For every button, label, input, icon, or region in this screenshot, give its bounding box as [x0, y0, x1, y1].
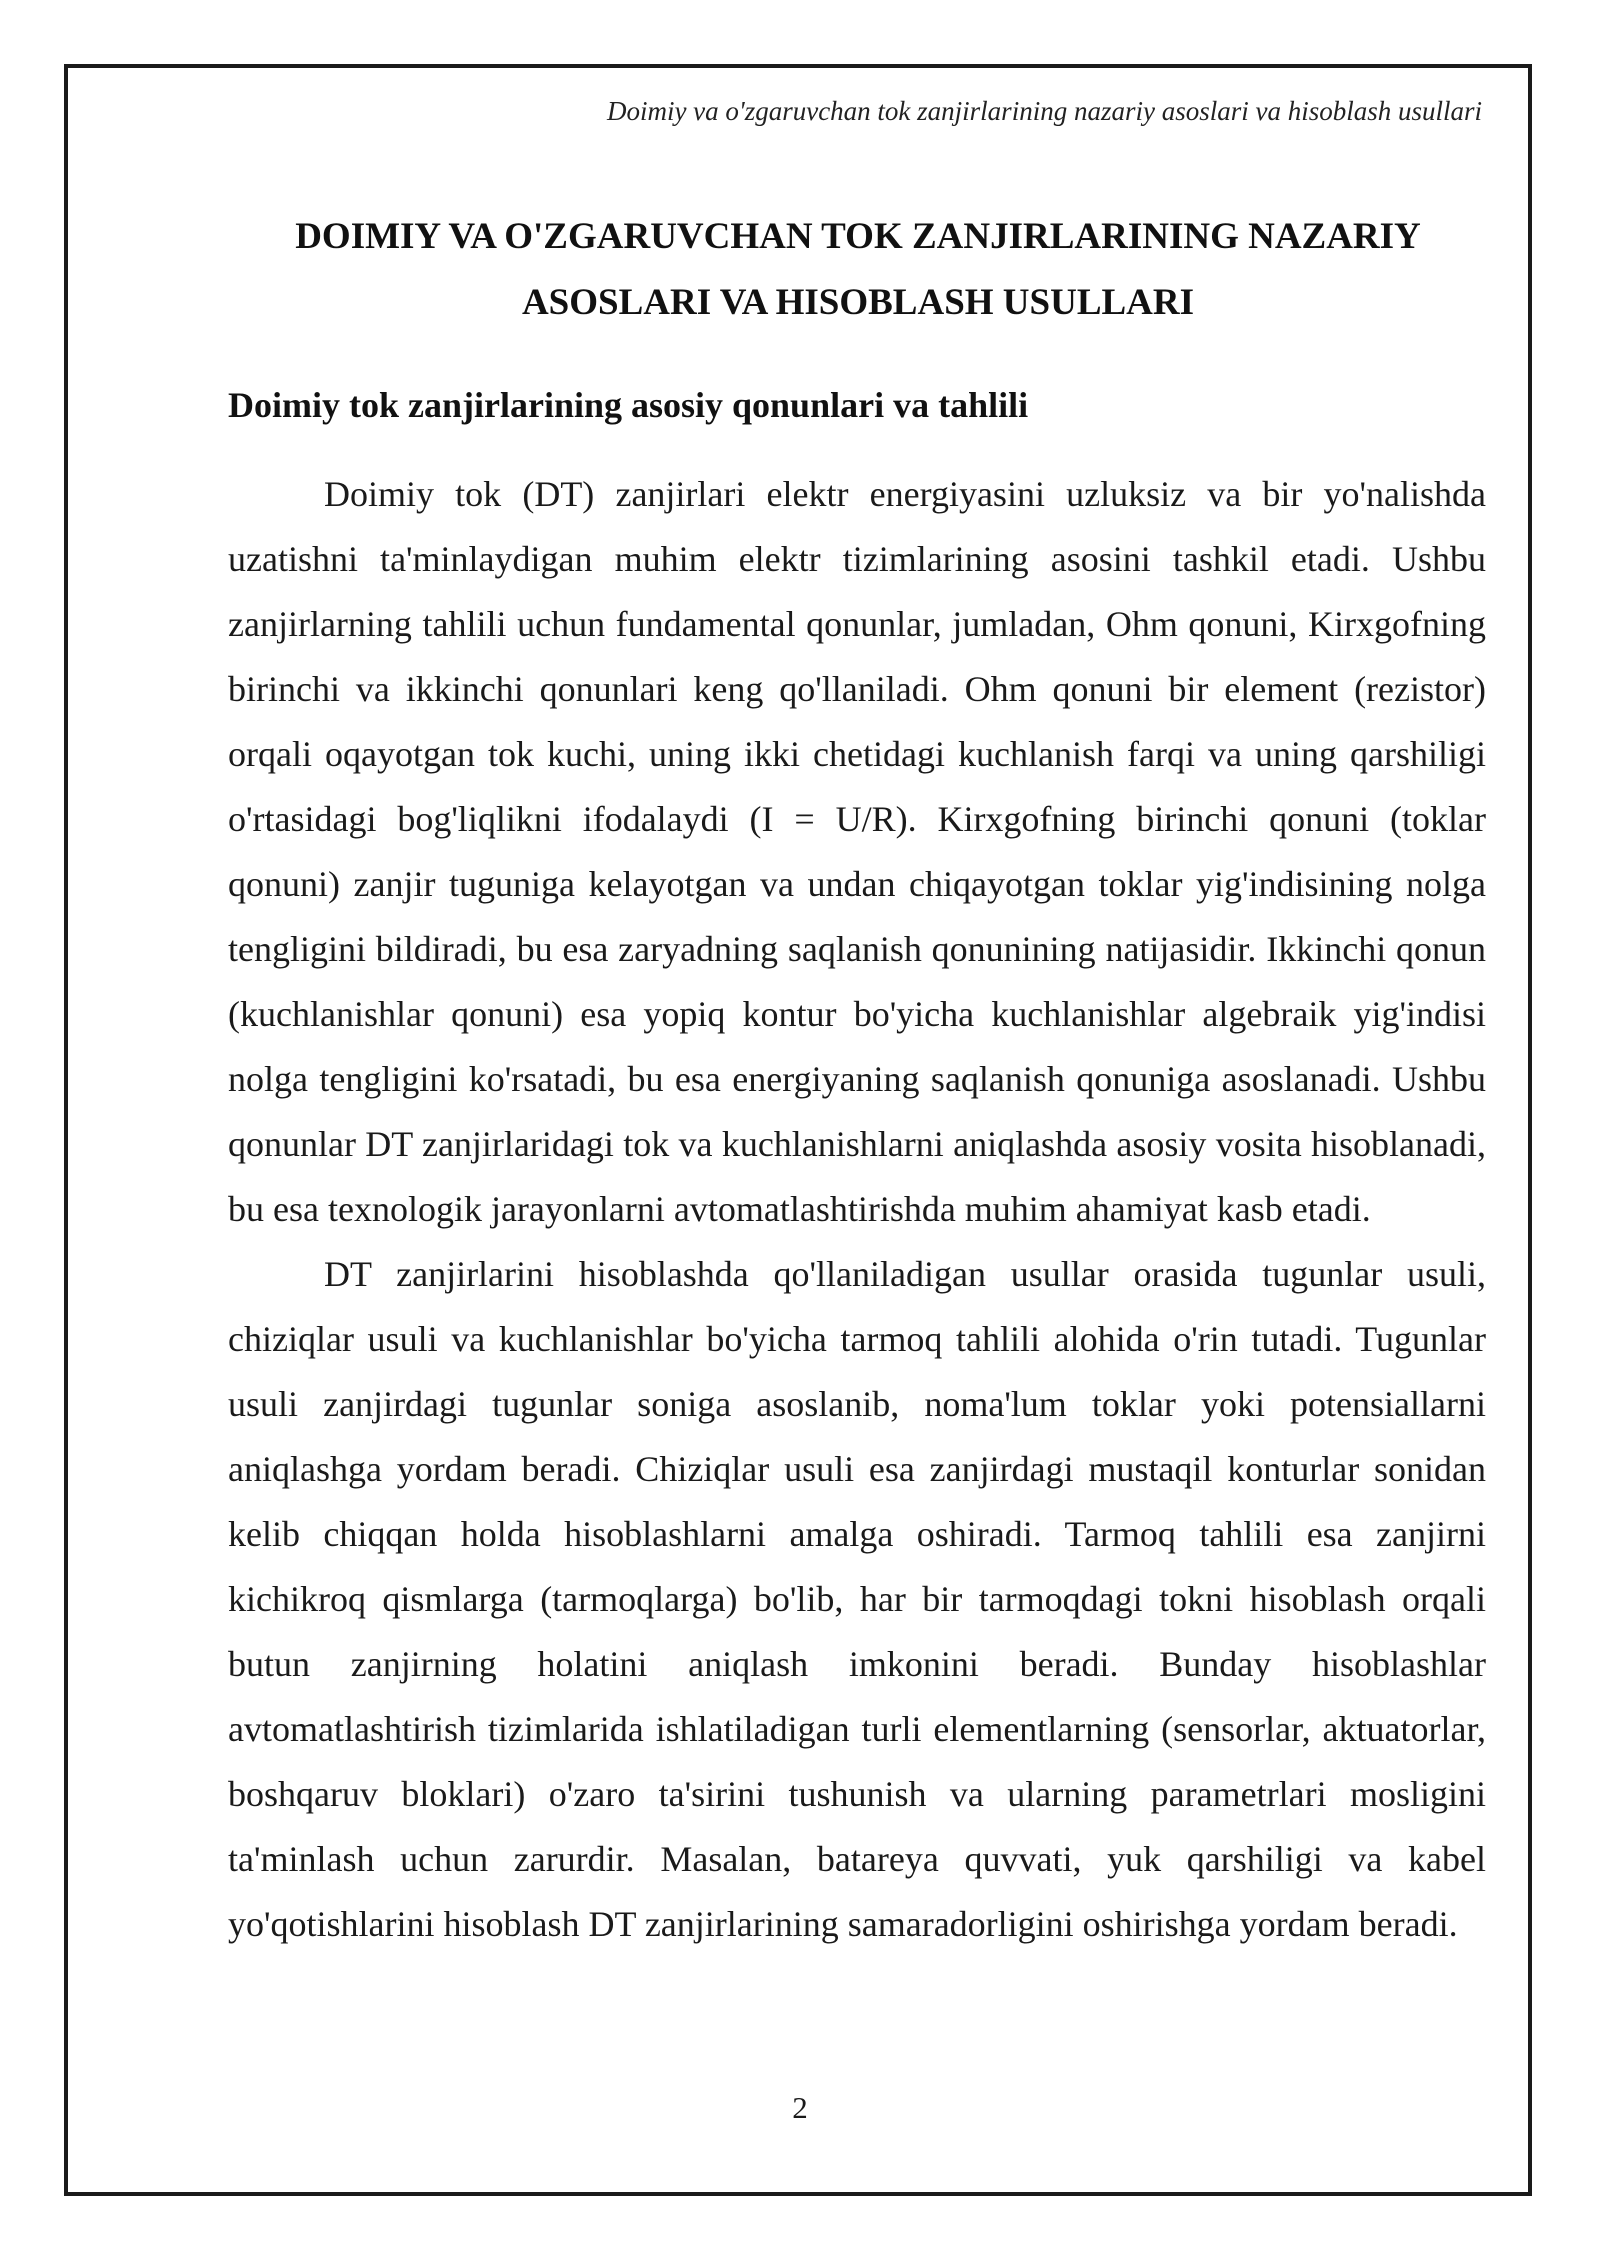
section-heading: Doimiy tok zanjirlarining asosiy qonunlari va tahlili — [228, 385, 1029, 425]
body-text — [228, 462, 1486, 1957]
page-number: 2 — [792, 2090, 808, 2125]
title-line-2: ASOSLARI VA HISOBLASH USULLARI — [521, 282, 1195, 323]
running-header: Doimiy va o'zgaruvchan tok zanjirlarining nazariy asoslari va hisoblash usullari — [606, 96, 1482, 126]
document-title — [228, 204, 1488, 336]
title-line-1: DOIMIY VA O'ZGARUVCHAN TOK ZANJIRLARINING NAZARIY — [295, 216, 1421, 257]
paragraph-2: DT zanjirlarini hisoblashda qo'llaniladigan usullar orasida tugunlar usuli, chiziqlar usuli va kuchlanishlar bo'yicha tarmoq tahlili alohida o'rin tutadi. Tugunlar usuli zanjirdagi tugunlar soniga asoslanib, noma'lum toklar yoki potensiallarni aniqlashga yordam beradi. Chiziqlar usuli esa zanjirdagi mustaqil konturlar sonidan kelib chiqqan holda hisoblashlarni amalga oshiradi. Tarmoq tahlili esa zanjirni kichikroq qismlarga (tarmoqlarga) bo'lib, har bir tarmoqdagi tokni hisoblash orqali butun zanjirning holatini aniqlash imkonini beradi. Bunday hisoblashlar avtomatlashtirish tizimlarida ishlatiladigan turli elementlarning (sensorlar, aktuatorlar, boshqaruv bloklari) o'zaro ta'sirini tushunish va ularning parametrlari mosligini ta'minlash uchun zarurdir. Masalan, batareya quvvati, yuk qarshiligi va kabel yo'qotishlarini hisoblash DT zanjirlarining samaradorligini oshirishga yordam beradi. — [228, 1254, 1486, 1944]
paragraph-1: Doimiy tok (DT) zanjirlari elektr energiyasini uzluksiz va bir yo'nalishda uzatishni ta'minlaydigan muhim elektr tizimlarining asosini tashkil etadi. Ushbu zanjirlarning tahlili uchun fundamental qonunlar, jumladan, Ohm qonuni, Kirxgofning birinchi va ikkinchi qonunlari keng qo'llaniladi. Ohm qonuni bir element (rezistor) orqali oqayotgan tok kuchi, uning ikki chetidagi kuchlanish farqi va uning qarshiligi o'rtasidagi bog'liqlikni ifodalaydi (I = U/R). Kirxgofning birinchi qonuni (toklar qonuni) zanjir tuguniga kelayotgan va undan chiqayotgan toklar yig'indisining nolga tengligini bildiradi, bu esa zaryadning saqlanish qonunining natijasidir. Ikkinchi qonun (kuchlanishlar qonuni) esa yopiq kontur bo'yicha kuchlanishlar algebraik yig'indisi nolga tengligini ko'rsatadi, bu esa energiyaning saqlanish qonuniga asoslanadi. Ushbu qonunlar DT zanjirlaridagi tok va kuchlanishlarni aniqlashda asosiy vosita hisoblanadi, bu esa texnologik jarayonlarni avtomatlashtirishda muhim ahamiyat kasb etadi. — [228, 474, 1486, 1229]
